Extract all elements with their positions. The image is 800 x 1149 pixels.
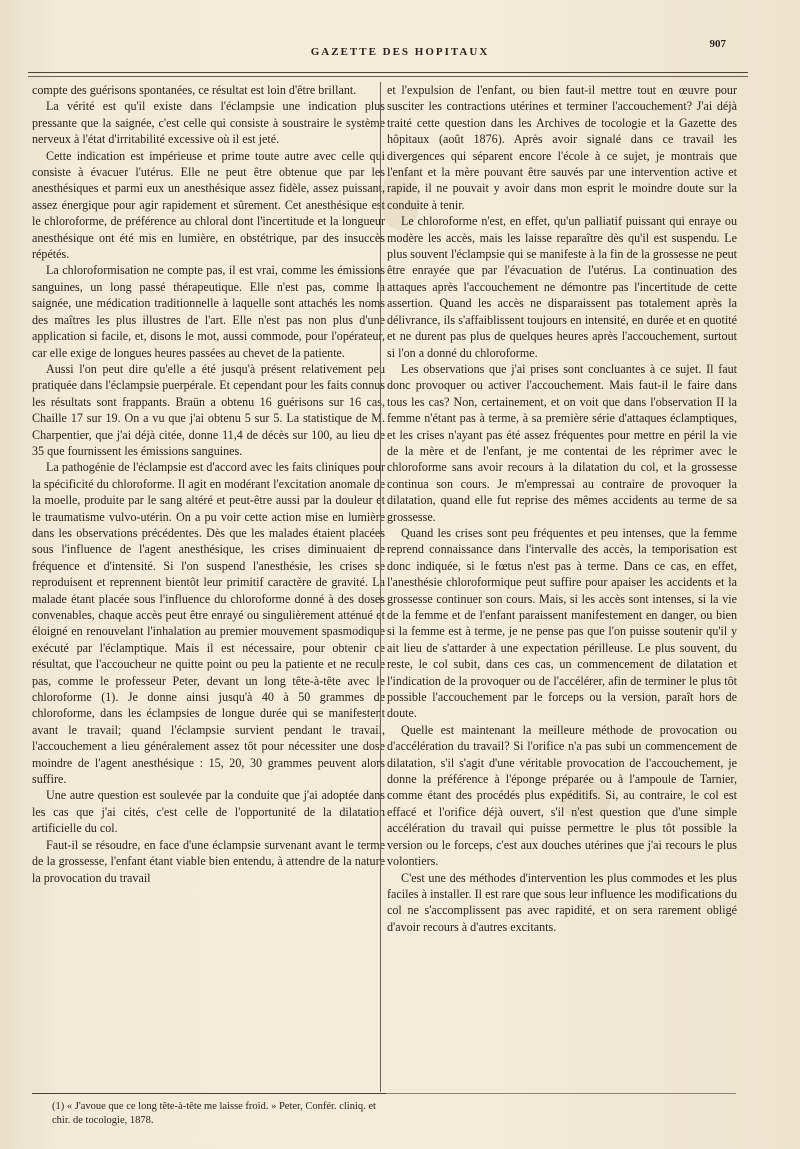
left-column — [32, 82, 385, 886]
paragraph: Aussi l'on peut dire qu'elle a été jusqu'à présent relativement peu pratiquée dans l'éclampsie puerpérale. Et cependant pour les faits connus les résultats sont frappants. Braün a obtenu 16 guérisons sur 16 cas, Chaille 17 sur 19. On a vu que j'ai obtenu 5 sur 5. La statistique de M. Charpentier, que j'ai déjà citée, donne 11,4 de décès sur 100, au lieu de 35 que fournissent les émissions sanguines. — [32, 361, 385, 458]
paragraph: Quand les crises sont peu fréquentes et peu intenses, que la femme reprend connaissance dans l'intervalle des accès, la temporisation est donc indiquée, si le fœtus n'est pas à terme. Dans ce cas, en effet, l'anesthésie chloroformique peut suffire pour apaiser les accidents et la grossesse continuer son cours. Mais, si les accès sont intenses, si la vie de la femme et de l'enfant paraissent manifestement en danger, ou bien si la femme est à terme, je ne pense pas que l'on puisse soutenir qu'il y ait lieu de s'attarder à une expectation périlleuse. Le plus souvent, du reste, le col subit, dans ces cas, un commencement de dilatation et l'indication de la provoquer ou de l'accélérer, afin de terminer le plus tôt possible l'accouchement par le forceps ou la version, paraît hors de doute. — [387, 525, 737, 721]
paragraph: compte des guérisons spontanées, ce résultat est loin d'être brillant. — [32, 83, 357, 97]
page-header-title: GAZETTE DES HOPITAUX — [310, 46, 490, 58]
column-end-rule — [386, 1093, 736, 1094]
paragraph: La pathogénie de l'éclampsie est d'accord avec les faits cliniques pour la spécificité du chloroforme. Il agit en modérant l'excitation anomale de la moelle, produite par le sang altéré et peut-être aussi par la douleur et le traumatisme vulvo-utérin. On a pu voir cette action mise en lumière dans les observations précédentes. Dès que les malades étaient placées sous l'influence de l'agent anesthésique, les crises diminuaient de fréquence et d'intensité. Si l'on suspend l'anesthésie, les crises se reproduisent et reprennent bientôt leur primitif caractère de gravité. La malade étant placée sous l'influence du chloroforme donné à des doses convenables, chaque accès peut être enrayé ou singulièrement atténué et éloigné en renouvelant l'inhalation au premier mouvement spasmodique exécuté par l'éclamptique. Mais il est nécessaire, pour obtenir ce résultat, que l'accoucheur ne quitte point ou peu la patiente et ne recule pas, comme le professeur Peter, devant un long tête-à-tête avec le chloroforme (1). Je donne ainsi jusqu'à 40 à 50 grammes de chloroforme, dans les éclampsies de longue durée qui se manifestent avant le travail; quand l'éclampsie survient pendant le travail, l'accouchement a lieu généralement assez tôt pour nécessiter une dose moindre de l'agent anesthésique : 15, 20, 30 grammes peuvent alors suffire. — [32, 460, 385, 787]
paragraph: Les observations que j'ai prises sont concluantes à ce sujet. Il faut donc provoquer ou activer l'accouchement. Mais faut-il le faire dans tous les cas? Non, certainement, et on voit que dans l'observation II la femme n'étant pas à terme, à sa première série d'attaques éclamptiques, et les crises n'ayant pas été assez fréquentes pour mettre en péril la vie de la mère et de l'enfant, je me contentai de les réprimer avec le chloroforme sans avoir recours à la dilatation du col, et la grossesse continua son cours. Je m'empressai au contraire de provoquer la dilatation, quand elle fut reprise des mêmes accidents au terme de sa grossesse. — [387, 361, 737, 524]
column-divider — [380, 82, 381, 1092]
paragraph: La chloroformisation ne compte pas, il est vrai, comme les émissions sanguines, un long passé thérapeutique. Elle n'est pas, comme la saignée, une médication traditionnelle à laquelle sont attachés les noms des maîtres les plus illustres de l'art. Elle n'est pas non plus d'une application si facile, et, disons le mot, aussi commode, pour l'opérateur, car elle exige de longues heures passées au chevet de la patiente. — [32, 263, 385, 360]
paragraph: Le chloroforme n'est, en effet, qu'un palliatif puissant qui enraye ou modère les accès, mais les laisse reparaître dès qu'il est suspendu. Le plus souvent l'éclampsie qui se manifeste à la fin de la grossesse ne peut être enrayée que par l'évacuation de l'utérus. La continuation des attaques après l'accouchement ne démontre pas l'incertitude de cette assertion. Quand les accès ne disparaissent pas totalement après la délivrance, ils s'affaiblissent toujours en intensité, en durée et en quotité et ne durent pas plus de quelques heures après l'accouchement, surtout si l'on a donné du chloroforme. — [387, 214, 737, 360]
paragraph: Cette indication est impérieuse et prime toute autre avec celle qui consiste à évacuer l'utérus. Elle ne peut être obtenue que par les anesthésiques et parmi eux un anesthésique assez fidèle, assez puissant, assez énergique pour agir rapidement et sûrement. Cet anesthésique est le chloroforme, de préférence au chloral dont l'incertitude et la longueur anesthésique ont été mis en lumière, en obstétrique, par des insuccès répétés. — [32, 148, 385, 262]
footnote: (1) « J'avoue que ce long tête-à-tête me laisse froid. » Peter, Confér. cliniq. et chir. de tocologie, 1878. — [52, 1101, 376, 1126]
page-number: 907 — [709, 38, 726, 50]
footnote-rule — [32, 1093, 392, 1094]
header-rule-thin — [28, 76, 748, 77]
paragraph: C'est une des méthodes d'intervention les plus commodes et les plus faciles à installer. Il est rare que sous leur influence les modifications du col ne s'accomplissent pas avec rapidité, et on sera rarement obligé d'avoir recours à d'autres excitants. — [387, 870, 737, 934]
paragraph: et l'expulsion de l'enfant, ou bien faut-il mettre tout en œuvre pour susciter les contractions utérines et terminer l'accouchement? J'ai déjà traité cette question dans les Archives de tocologie et la Gazette des hôpitaux (août 1876). Après avoir signalé dans ce travail les divergences qui séparent encore l'école à ce sujet, je montrais que l'enfant et la mère pouvant être sauvés par une intervention active et rapide, il ne pouvait y avoir dans mon esprit le moindre doute sur la conduite à tenir. — [387, 83, 737, 212]
paragraph: Une autre question est soulevée par la conduite que j'ai adoptée dans les cas que j'ai cités, c'est celle de l'opportunité de la dilatation artificielle du col. — [32, 788, 385, 836]
right-column — [387, 82, 737, 935]
paragraph: Faut-il se résoudre, en face d'une éclampsie survenant avant le terme de la grossesse, l'enfant étant viable bien entendu, à attendre de la nature la provocation du travail — [32, 837, 385, 885]
header-rule — [28, 72, 748, 73]
paragraph: Quelle est maintenant la meilleure méthode de provocation ou d'accélération du travail? Si l'orifice n'a pas subi un commencement de dilatation, s'il s'agit d'une véritable provocation de l'accouchement, je donne la préférence à l'éponge préparée ou à l'ampoule de Tarnier, comme étant des procédés plus expéditifs. Si, au contraire, le col est effacé et l'orifice déjà ouvert, s'il n'est question que d'une simple accélération du travail qui puisse permettre le plus tôt possible la version ou le forceps, c'est aux douches utérines que j'ai recours le plus volontiers. — [387, 722, 737, 869]
paragraph: La vérité est qu'il existe dans l'éclampsie une indication plus pressante que la saignée, c'est celle qui consiste à soustraire le système nerveux à l'état d'irritabilité excessive où il est jeté. — [32, 99, 385, 147]
